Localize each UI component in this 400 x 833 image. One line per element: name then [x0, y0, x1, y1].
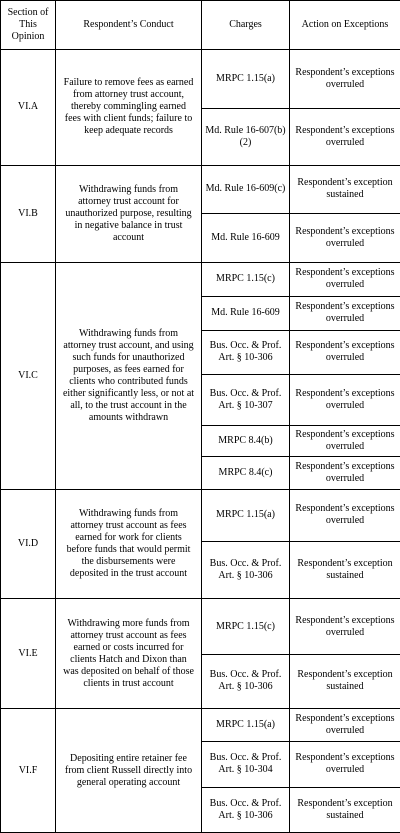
charge-cell: MRPC 1.15(a)	[202, 709, 290, 742]
header-section: Section of This Opinion	[1, 1, 56, 50]
action-cell: Respondent’s exceptions overruled	[290, 50, 400, 109]
action-cell: Respondent’s exceptions overruled	[290, 426, 400, 456]
section-cell: VI.E	[1, 599, 56, 709]
action-cell: Respondent’s exceptions overruled	[290, 109, 400, 165]
conduct-cell: Withdrawing funds from attorney trust account, and using such funds for unauthorized purposes, as fees earned for clients who contributed funds either significantly less, or not at all, to the trust account in the amounts withdrawn	[56, 263, 202, 489]
charge-cell: MRPC 1.15(a)	[202, 489, 290, 541]
action-cell: Respondent’s exceptions overruled	[290, 214, 400, 263]
charge-cell: Bus. Occ. & Prof. Art. § 10-307	[202, 375, 290, 426]
charge-cell: Md. Rule 16-607(b)(2)	[202, 109, 290, 165]
header-action: Action on Exceptions	[290, 1, 400, 50]
action-cell: Respondent’s exceptions overruled	[290, 599, 400, 654]
action-cell: Respondent’s exception sustained	[290, 165, 400, 213]
charge-cell: Md. Rule 16-609	[202, 296, 290, 330]
section-cell: VI.C	[1, 263, 56, 489]
table-row	[1, 165, 400, 213]
section-cell: VI.D	[1, 489, 56, 599]
conduct-cell: Withdrawing funds from attorney trust account for unauthorized purpose, resulting in negative balance in trust account	[56, 165, 202, 263]
charge-cell: Bus. Occ. & Prof. Art. § 10-306	[202, 787, 290, 832]
action-cell: Respondent’s exceptions overruled	[290, 330, 400, 374]
action-cell: Respondent’s exceptions overruled	[290, 263, 400, 296]
header-conduct: Respondent’s Conduct	[56, 1, 202, 50]
conduct-cell: Withdrawing funds from attorney trust account as fees earned for work for clients before funds that would permit the disbursements were deposited in the trust account	[56, 489, 202, 599]
charge-cell: MRPC 1.15(c)	[202, 599, 290, 654]
charge-cell: Bus. Occ. & Prof. Art. § 10-306	[202, 330, 290, 374]
action-cell: Respondent’s exceptions overruled	[290, 489, 400, 541]
charge-cell: Bus. Occ. & Prof. Art. § 10-304	[202, 742, 290, 787]
action-cell: Respondent’s exceptions overruled	[290, 375, 400, 426]
charge-cell: MRPC 8.4(c)	[202, 456, 290, 489]
section-cell: VI.A	[1, 50, 56, 166]
action-cell: Respondent’s exception sustained	[290, 787, 400, 832]
conduct-cell: Failure to remove fees as earned from attorney trust account, thereby commingling earned fees with client funds; failure to keep adequate records	[56, 50, 202, 166]
charge-cell: Bus. Occ. & Prof. Art. § 10-306	[202, 542, 290, 599]
header-charges: Charges	[202, 1, 290, 50]
conduct-cell: Withdrawing more funds from attorney trust account as fees earned or costs incurred for clients Hatch and Dixon than was deposited on behalf of those clients in trust account	[56, 599, 202, 709]
conduct-cell: Depositing entire retainer fee from client Russell directly into general operating account	[56, 709, 202, 833]
charge-cell: Md. Rule 16-609(c)	[202, 165, 290, 213]
table-row	[1, 709, 400, 742]
action-cell: Respondent’s exceptions overruled	[290, 456, 400, 489]
table-row	[1, 599, 400, 654]
table-row	[1, 489, 400, 541]
charge-cell: MRPC 8.4(b)	[202, 426, 290, 456]
section-cell: VI.F	[1, 709, 56, 833]
table-row	[1, 263, 400, 296]
section-cell: VI.B	[1, 165, 56, 263]
action-cell: Respondent’s exception sustained	[290, 654, 400, 708]
action-cell: Respondent’s exceptions overruled	[290, 742, 400, 787]
table-row	[1, 50, 400, 109]
charge-cell: Bus. Occ. & Prof. Art. § 10-306	[202, 654, 290, 708]
charge-cell: Md. Rule 16-609	[202, 214, 290, 263]
action-cell: Respondent’s exception sustained	[290, 542, 400, 599]
action-cell: Respondent’s exceptions overruled	[290, 709, 400, 742]
header-row	[1, 1, 400, 50]
action-cell: Respondent’s exceptions overruled	[290, 296, 400, 330]
charge-cell: MRPC 1.15(c)	[202, 263, 290, 296]
charge-cell: MRPC 1.15(a)	[202, 50, 290, 109]
